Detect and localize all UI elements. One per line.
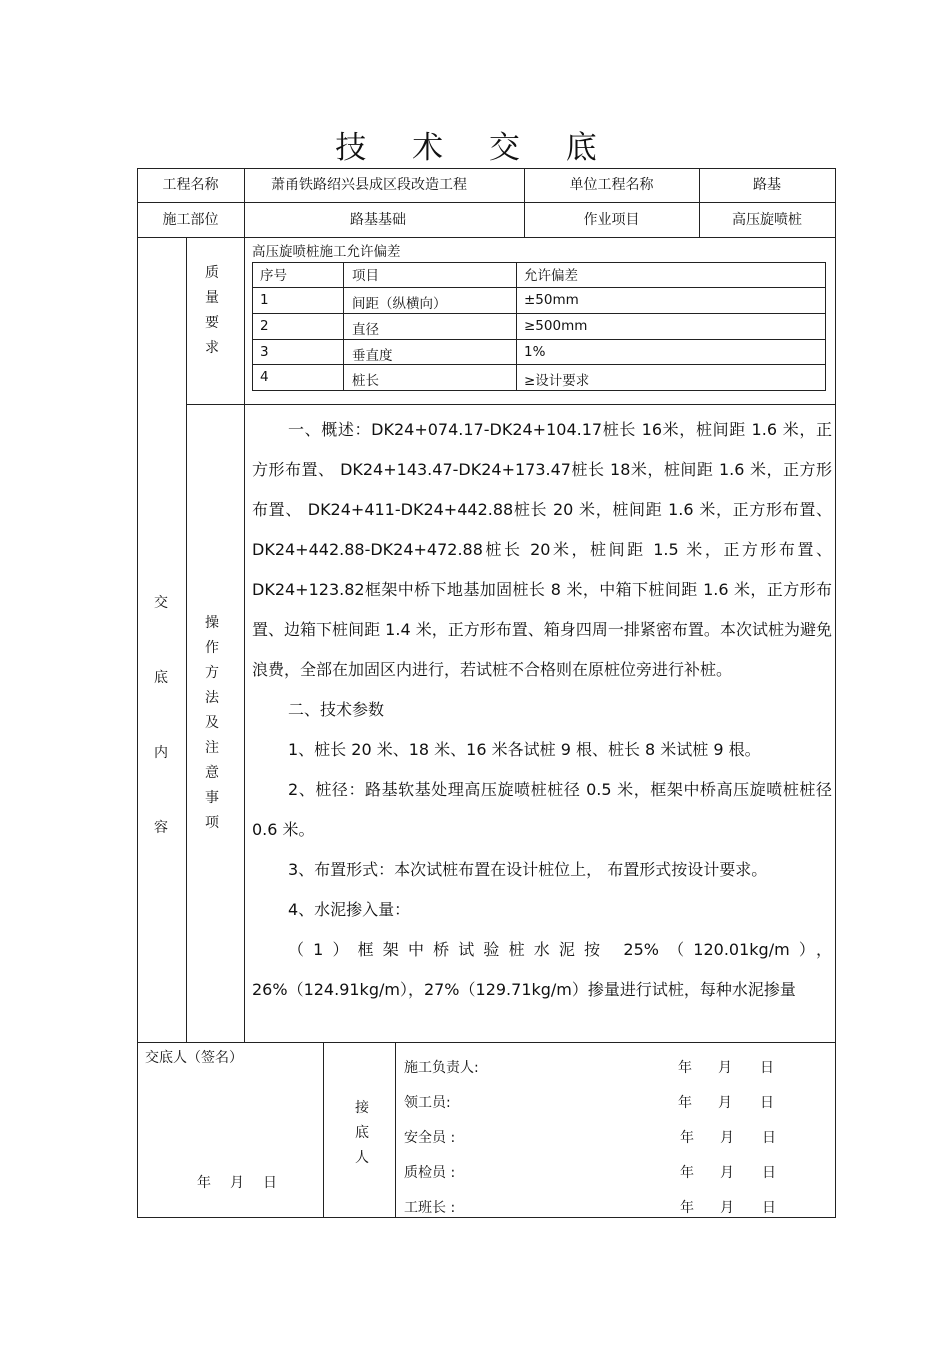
cement-paragraph: （1）框架中桥试验桩水泥按 25%（120.01kg/m），26%（124.91kg/m），27%（129.71kg/m）掺量进行试桩，每种水泥掺量	[252, 940, 832, 999]
project-name: 萧甬铁路绍兴县成区段改造工程	[271, 177, 467, 193]
signer-row-team-leader: 工班长 : 年 月 日	[404, 1200, 776, 1216]
work-item: 高压旋喷桩	[732, 212, 802, 228]
signer-row-construction-lead: 施工负责人: 年 月 日	[404, 1060, 774, 1076]
project-name-label: 工程名称	[162, 177, 219, 193]
layout-paragraph: 3、布置形式：本次试桩布置在设计桩位上， 布置形式按设计要求。	[288, 860, 768, 879]
table-row-4-tolerance: ≥设计要求	[524, 373, 590, 389]
construction-part: 路基基础	[350, 212, 406, 228]
table-row-1-tolerance: ±50mm	[524, 292, 579, 308]
tolerance-table-title: 高压旋喷桩施工允许偏差	[252, 244, 401, 260]
cement-heading: 4、水泥掺入量：	[288, 900, 411, 919]
document-title: 技 术 交 底	[335, 130, 615, 166]
signer-row-foreman: 领工员: 年 月 日	[404, 1095, 774, 1111]
pile-length-paragraph: 1、桩长 20 米、18 米、16 米各试桩 9 根、桩长 8 米试桩 9 根。	[288, 740, 761, 759]
table-row-4-item: 桩长	[352, 373, 379, 389]
col-header-tolerance: 允许偏差	[524, 268, 578, 284]
operation-body	[252, 410, 832, 1010]
tech-params-heading: 二、技术参数	[288, 700, 385, 719]
table-row-4-no: 4	[260, 369, 269, 385]
col-header-no: 序号	[260, 268, 287, 284]
unit-project-label: 单位工程名称	[569, 177, 654, 193]
presenter-label: 交底人（签名）	[145, 1050, 243, 1066]
presenter-year: 年	[197, 1175, 211, 1191]
table-row-2-tolerance: ≥500mm	[524, 318, 588, 334]
table-row-3-no: 3	[260, 344, 269, 360]
table-row-1-item: 间距（纵横向）	[352, 296, 447, 312]
pile-diameter-paragraph: 2、桩径：路基软基处理高压旋喷桩桩径 0.5 米，框架中桥高压旋喷桩桩径 0.6 米。	[252, 780, 832, 839]
presenter-month: 月	[230, 1175, 244, 1191]
overview-paragraph: 一、概述：DK24+074.17-DK24+104.17桩长 16米，桩间距 1.6 米，正方形布置、 DK24+143.47-DK24+173.47桩长 18米，桩间距 1.6 米，正方形布置、 DK24+411-DK24+442.88桩长 20 米，桩间距 1.6 米，正方形布置、 DK24+442.88-DK24+472.88桩长 20米，桩间距 1.5 米，正方形布置、 DK24+123.82框架中桥下地基加固桩长 8 米，中箱下桩间距 1.6 米，正方形布置、边箱下桩间距 1.4 米，正方形布置、箱身四周一排紧密布置。本次试桩为避免浪费，全部在加固区内进行，若试桩不合格则在原桩位旁进行补桩。	[252, 420, 832, 679]
operation-method-label: 操 作 方 法 及 注 意 事 项	[205, 615, 219, 831]
receiver-label: 接 底 人	[355, 1100, 369, 1166]
unit-project: 路基	[753, 177, 781, 193]
work-item-label: 作业项目	[583, 212, 640, 228]
presenter-day: 日	[263, 1175, 277, 1191]
construction-part-label: 施工部位	[162, 212, 219, 228]
col-header-item: 项目	[352, 268, 379, 284]
table-row-1-no: 1	[260, 292, 269, 308]
signer-row-safety-officer: 安全员 : 年 月 日	[404, 1130, 776, 1146]
table-row-3-tolerance: 1%	[524, 344, 546, 360]
signer-row-quality-inspector: 质检员 : 年 月 日	[404, 1165, 776, 1181]
table-row-3-item: 垂直度	[352, 348, 393, 364]
disclosure-content-label: 交 底 内 容	[154, 595, 168, 836]
quality-requirement-label: 质 量 要 求	[205, 265, 219, 356]
table-row-2-no: 2	[260, 318, 269, 334]
table-row-2-item: 直径	[352, 322, 379, 338]
